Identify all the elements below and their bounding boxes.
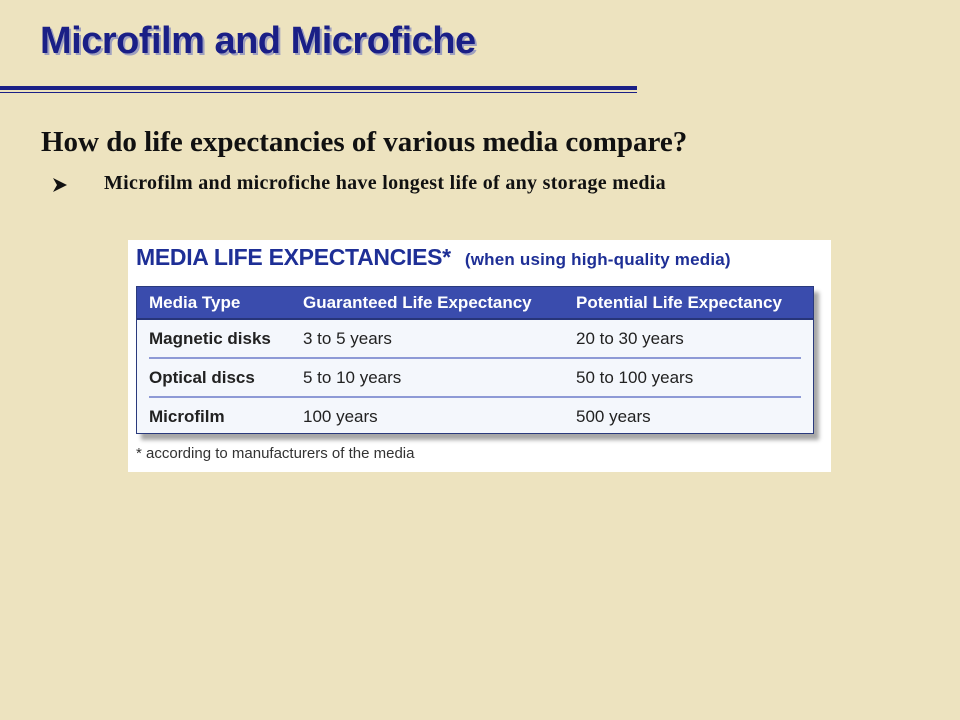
table-cell: Microfilm — [149, 406, 225, 426]
column-header: Guaranteed Life Expectancy — [303, 292, 532, 312]
bullet-text: Microfilm and microfiche have longest life of any storage media — [104, 172, 666, 194]
column-header: Media Type — [149, 292, 241, 312]
table-cell: 100 years — [303, 406, 378, 426]
title-underline — [0, 86, 637, 90]
bullet-item — [52, 172, 666, 195]
table-cell: 50 to 100 years — [576, 367, 694, 387]
figure-subtitle: (when using high-quality media) — [464, 250, 731, 269]
table-cell: 3 to 5 years — [303, 328, 392, 348]
life-expectancy-table — [136, 286, 814, 434]
table-cell: 500 years — [576, 406, 651, 426]
table-row — [137, 398, 813, 435]
table-cell: Optical discs — [149, 367, 255, 387]
table-cell: Magnetic disks — [149, 328, 271, 348]
table-row — [137, 320, 813, 357]
table-row — [137, 359, 813, 396]
table-cell: 20 to 30 years — [576, 328, 684, 348]
question-heading: How do life expectancies of various media compare? — [41, 126, 688, 158]
figure-header — [136, 244, 731, 271]
figure-footnote: * according to manufacturers of the media — [136, 445, 415, 462]
title-underline-thin — [0, 92, 637, 93]
arrowhead-bullet-icon — [52, 176, 68, 192]
column-header: Potential Life Expectancy — [576, 292, 782, 312]
table-header-row — [137, 287, 813, 320]
media-life-figure — [128, 240, 831, 472]
slide-title: Microfilm and Microfiche — [40, 20, 476, 62]
figure-title: MEDIA LIFE EXPECTANCIES* — [136, 244, 451, 270]
table-cell: 5 to 10 years — [303, 367, 402, 387]
